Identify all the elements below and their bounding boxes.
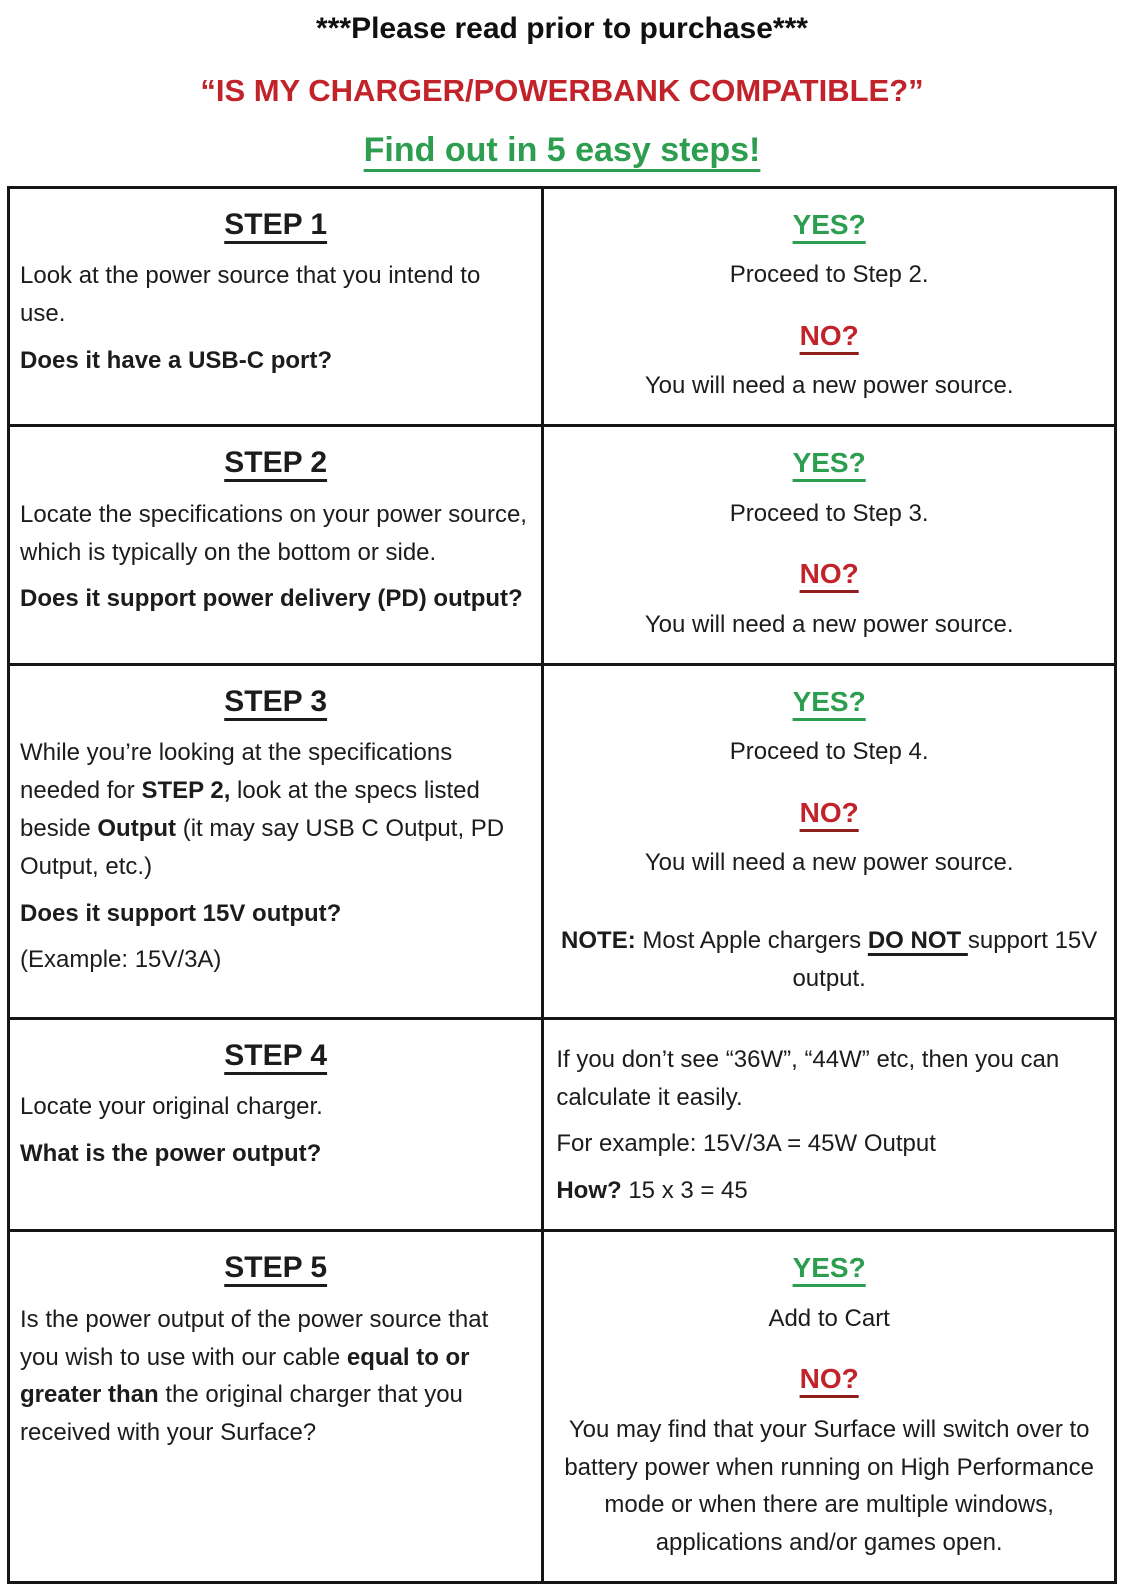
answer-paragraph [554, 922, 1104, 998]
step-paragraph [20, 1301, 531, 1453]
no-label: NO? [799, 796, 859, 828]
step-1-description-cell [10, 189, 544, 424]
yes-label: YES? [792, 209, 866, 240]
answer-paragraph [554, 367, 1104, 405]
no-label: NO? [799, 1363, 859, 1395]
step-5-text [20, 1301, 531, 1453]
text-run: NOTE: [561, 926, 636, 954]
text-run: Proceed to Step 4. [729, 737, 929, 765]
text-run: Locate your original charger. [20, 1093, 323, 1121]
step-paragraph [20, 1088, 531, 1126]
text-run: Add to Cart [768, 1304, 890, 1332]
step-4-title: STEP 4 [224, 1038, 328, 1072]
text-run: STEP 2, [141, 776, 231, 804]
step-1-title: STEP 1 [224, 208, 328, 241]
step-paragraph [20, 734, 531, 886]
step-4-description-cell [10, 1020, 544, 1230]
answer-paragraph [556, 1172, 1104, 1210]
text-run: You will need a new power source. [644, 610, 1014, 638]
text-run: Does it support 15V output? [20, 899, 342, 927]
step-5-answer-cell [544, 1232, 1114, 1581]
step-2-answer-cell [544, 427, 1114, 662]
table-row [10, 1017, 1114, 1230]
text-run: Is the power output of the power source that you wish to use with our cable [20, 1305, 489, 1371]
page-header [0, 12, 1124, 170]
step-1-answer-cell [544, 189, 1114, 424]
table-row [10, 189, 1114, 424]
text-run: You will need a new power source. [644, 848, 1014, 876]
text-run: You may find that your Surface will switch over to battery power when running on High Performance mode or when there are multiple windows, applications and/or games open. [564, 1415, 1094, 1557]
step-3-text [20, 734, 531, 979]
step-3-title: STEP 3 [224, 684, 328, 718]
text-run: What is the power output? [20, 1139, 322, 1167]
text-run: Output [97, 814, 177, 842]
text-run: equal to or greater than [20, 1343, 470, 1409]
text-run: (Example: 15V/3A) [20, 946, 222, 974]
text-run: While you’re looking at the specifications needed for [20, 738, 453, 804]
yes-label: YES? [792, 447, 866, 479]
text-run: support 15V output. [792, 926, 1098, 992]
text-run: You will need a new power source. [644, 372, 1014, 400]
step-paragraph [20, 496, 531, 572]
table-row [10, 424, 1114, 662]
text-run: If you don’t see “36W”, “44W” etc, then you can calculate it easily. [556, 1045, 1060, 1111]
text-run: look at the specs listed beside [20, 776, 480, 842]
text-run: Most Apple chargers [635, 926, 868, 954]
answer-paragraph [556, 1125, 1104, 1163]
step-paragraph [20, 257, 531, 333]
text-run: 15 x 3 = 45 [621, 1177, 748, 1205]
compatibility-question: “IS MY CHARGER/POWERBANK COMPATIBLE?” [200, 73, 924, 108]
subtitle: Find out in 5 easy steps! [363, 131, 761, 169]
step-paragraph [20, 342, 531, 380]
step-5-description-cell [10, 1232, 544, 1581]
step-5-title: STEP 5 [224, 1251, 328, 1285]
step-paragraph [20, 941, 531, 979]
table-row [10, 1229, 1114, 1581]
text-run: Look at the power source that you intend to use. [20, 262, 481, 328]
step-2-description-cell [10, 427, 544, 662]
step-paragraph [20, 895, 531, 933]
step-paragraph [20, 1135, 531, 1173]
answer-paragraph [554, 733, 1104, 771]
no-label: NO? [799, 320, 859, 352]
yes-label: YES? [792, 1252, 866, 1284]
answer-paragraph [554, 495, 1104, 533]
text-run: Does it support power delivery (PD) output? [20, 585, 523, 613]
text-run: (it may say USB C Output, PD Output, etc.) [20, 814, 505, 880]
step-4-answer-cell [544, 1020, 1114, 1230]
step-1-text [20, 257, 531, 380]
step-4-text [20, 1088, 531, 1173]
step-2-text [20, 496, 531, 619]
purchase-notice: ***Please read prior to purchase*** [316, 12, 808, 45]
step-3-description-cell [10, 666, 544, 1017]
yes-label: YES? [792, 685, 866, 717]
text-run: For example: 15V/3A = 45W Output [556, 1130, 936, 1158]
step-2-title: STEP 2 [224, 446, 328, 480]
answer-paragraph [554, 844, 1104, 882]
answer-paragraph [554, 606, 1104, 644]
text-run: DO NOT [867, 926, 968, 954]
text-run: the original charger that you received with your Surface? [20, 1381, 463, 1447]
table-row [10, 663, 1114, 1017]
answer-paragraph [556, 1041, 1104, 1117]
answer-paragraph [554, 1411, 1104, 1563]
no-label: NO? [799, 558, 859, 590]
answer-paragraph [554, 1300, 1104, 1338]
text-run: Does it have a USB-C port? [20, 347, 333, 375]
compatibility-table [7, 186, 1117, 1584]
answer-paragraph [554, 256, 1104, 294]
step-paragraph [20, 580, 531, 618]
text-run: Locate the specifications on your power source, which is typically on the bottom or side. [20, 500, 527, 566]
text-run: How? [556, 1177, 622, 1205]
step-3-answer-cell [544, 666, 1114, 1017]
text-run: Proceed to Step 2. [729, 261, 929, 289]
text-run: Proceed to Step 3. [729, 499, 929, 527]
